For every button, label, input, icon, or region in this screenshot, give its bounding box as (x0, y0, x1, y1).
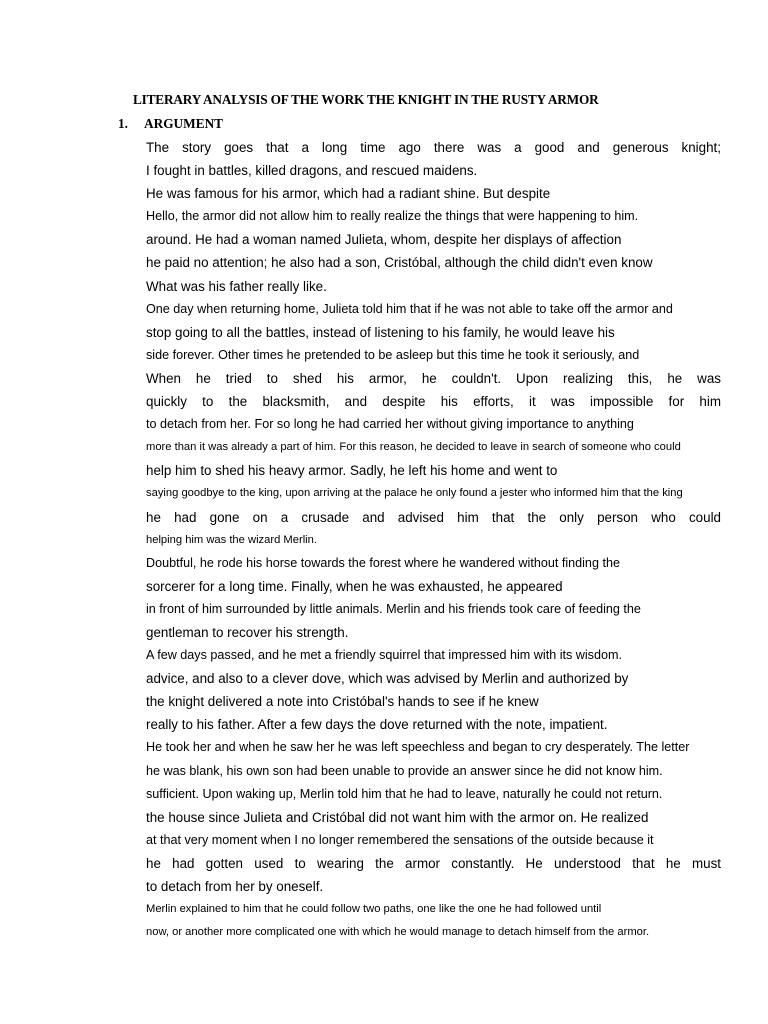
text-line: sufficient. Upon waking up, Merlin told him that he had to leave, naturally he could not return. (146, 786, 663, 801)
text-line: sorcerer for a long time. Finally, when he was exhausted, he appeared (146, 578, 563, 594)
text-line: he had gone on a crusade and advised him that the only person who could (146, 509, 721, 525)
text-line: One day when returning home, Julieta told him that if he was not able to take off the armor and (146, 301, 673, 316)
text-line: he had gotten used to wearing the armor constantly. He understood that he must (146, 855, 721, 871)
text-line: more than it was already a part of him. For this reason, he decided to leave in search of someone who could (146, 441, 681, 454)
text-line: at that very moment when I no longer remembered the sensations of the outside because it (146, 832, 654, 847)
document-title: LITERARY ANALYSIS OF THE WORK THE KNIGHT IN THE RUSTY ARMOR (133, 92, 599, 107)
text-line: Doubtful, he rode his horse towards the forest where he wandered without finding the (146, 555, 620, 570)
text-line: in front of him surrounded by little animals. Merlin and his friends took care of feeding the (146, 601, 641, 616)
text-line: really to his father. After a few days the dove returned with the note, impatient. (146, 717, 608, 733)
text-line: He was famous for his armor, which had a radiant shine. But despite (146, 186, 551, 202)
text-line: the knight delivered a note into Cristóbal's hands to see if he knew (146, 694, 539, 710)
text-line: he was blank, his own son had been unable to provide an answer since he did not know him. (146, 763, 663, 778)
text-line: gentleman to recover his strength. (146, 624, 349, 640)
text-line: around. He had a woman named Julieta, whom, despite her displays of affection (146, 232, 622, 248)
text-line: saying goodbye to the king, upon arriving at the palace he only found a jester who informed him that the king (146, 487, 683, 500)
text-line: advice, and also to a clever dove, which was advised by Merlin and authorized by (146, 671, 629, 687)
text-line: What was his father really like. (146, 278, 327, 294)
text-line: quickly to the blacksmith, and despite his efforts, it was impossible for him (146, 394, 721, 410)
text-line: When he tried to shed his armor, he couldn't. Upon realizing this, he was (146, 370, 721, 386)
section-heading (118, 116, 223, 132)
text-line: now, or another more complicated one with which he would manage to detach himself from the armor. (146, 926, 650, 939)
text-line: he paid no attention; he also had a son, Cristóbal, although the child didn't even know (146, 255, 653, 271)
text-line: I fought in battles, killed dragons, and rescued maidens. (146, 163, 478, 179)
text-line: stop going to all the battles, instead of listening to his family, he would leave his (146, 324, 615, 340)
text-line: He took her and when he saw her he was left speechless and began to cry desperately. The letter (146, 740, 690, 755)
body-text (146, 136, 721, 944)
text-line: The story goes that a long time ago there was a good and generous knight; (146, 140, 721, 155)
text-line: Hello, the armor did not allow him to really realize the things that were happening to him. (146, 209, 639, 224)
text-line: side forever. Other times he pretended to be asleep but this time he took it seriously, and (146, 347, 640, 362)
text-line: to detach from her. For so long he had carried her without giving importance to anything (146, 417, 634, 432)
text-line: help him to shed his heavy armor. Sadly, he left his home and went to (146, 463, 558, 479)
text-line: the house since Julieta and Cristóbal did not want him with the armor on. He realized (146, 809, 649, 825)
section-title: ARGUMENT (144, 116, 224, 131)
text-line: to detach from her by oneself. (146, 879, 324, 894)
text-line: helping him was the wizard Merlin. (146, 533, 317, 546)
text-line: Merlin explained to him that he could follow two paths, one like the one he had followed until (146, 903, 602, 916)
text-line: A few days passed, and he met a friendly squirrel that impressed him with its wisdom. (146, 648, 622, 663)
section-number: 1. (118, 116, 128, 131)
